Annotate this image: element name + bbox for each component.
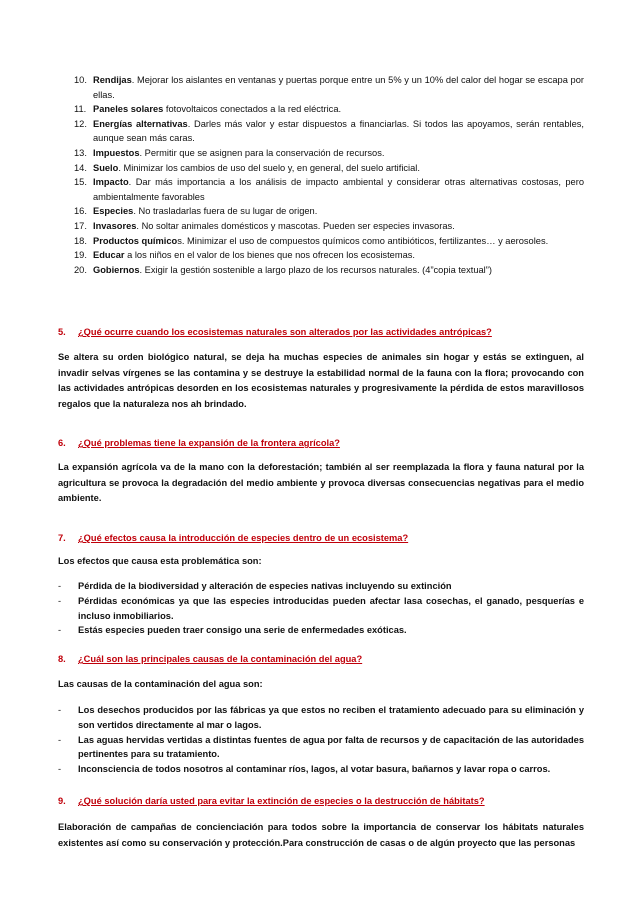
answer-8-intro: Las causas de la contaminación del agua son: [58, 679, 263, 689]
answer-5-paragraph: Se altera su orden biológico natural, se deja ha muchas especies de animales sin hogar y estás se extinguen, al invadir selvas vírgenes se las contamina y se destruye la estabilidad normal de la fauna con la flora; provocando con las actividades antrópicas desorden en los ecosistemas naturales y progresivamente la pérdida de estos maravillosos regalos que la naturaleza nos ah brindado. [58, 352, 584, 409]
list-item: - Inconsciencia de todos nosotros al contaminar ríos, lagos, al votar basura, bañarnos y lavar ropa o carros. [58, 764, 551, 775]
list-item: - Pérdidas económicas ya que las especies introducidas pueden afectar lasa cosechas, el ganado, pesquerías e incluso inmobiliarios. [58, 595, 584, 621]
list-item: 15. Impacto. Dar más importancia a los análisis de impacto ambiental y considerar otras alternativas costosas, pero ambientalmente favorables [74, 177, 584, 202]
list-item: 12. Energías alternativas. Darles más valor y estar dispuestos a financiarlas. Si todos las apoyamos, serán rentables, aunque sean más caras. [74, 118, 584, 144]
effects-list [58, 579, 584, 638]
list-item: 11. Paneles solares fotovoltaicos conectados a la red eléctrica. [74, 104, 342, 115]
list-item: - Las aguas hervidas vertidas a distintas fuentes de agua por falta de recursos y de capacitación de las autoridades pertinentes para su tratamiento. [58, 734, 584, 760]
causes-list [58, 703, 584, 777]
list-item: 16. Especies. No trasladarlas fuera de su lugar de origen. [74, 206, 318, 217]
question-9-heading: 9. ¿Qué solución daría usted para evitar la extinción de especies o la destrucción de hábitats? [58, 796, 485, 806]
list-item: 19. Educar a los niños en el valor de los bienes que nos ofrecen los ecosistemas. [74, 250, 415, 261]
question-6-heading: 6. ¿Qué problemas tiene la expansión de la frontera agrícola? [58, 438, 340, 448]
list-item: - Pérdida de la biodiversidad y alteración de especies nativas incluyendo su extinción [58, 581, 452, 591]
list-item: - Estás especies pueden traer consigo una serie de enfermedades exóticas. [58, 625, 407, 636]
answer-9-paragraph: Elaboración de campañas de concienciación para todos sobre la importancia de conservar los hábitats naturales existentes así como su conservación y protección.Para construcción de casas o de algún proyecto que las personas [58, 822, 584, 848]
recommendations-list [58, 73, 584, 277]
list-item: 17. Invasores. No soltar animales domésticos y mascotas. Pueden ser especies invasoras. [74, 220, 455, 231]
list-item: 10. Rendijas. Mejorar los aislantes en ventanas y puertas porque entre un 5% y un 10% del calor del hogar se escapa por ellas. [74, 75, 584, 100]
list-item: - Los desechos producidos por las fábricas ya que estos no reciben el tratamiento adecuado para su eliminación y son vertidos directamente al mar o lagos. [58, 705, 584, 730]
answer-7-intro: Los efectos que causa esta problemática son: [58, 556, 262, 566]
question-8-heading: 8. ¿Cuál son las principales causas de la contaminación del agua? [58, 654, 363, 664]
list-item: 18. Productos químicos. Minimizar el uso de compuestos químicos como antibióticos, fertilizantes… y aerosoles. [74, 235, 549, 246]
question-7-heading: 7. ¿Qué efectos causa la introducción de especies dentro de un ecosistema? [58, 533, 409, 543]
list-item: 20. Gobiernos. Exigir la gestión sostenible a largo plazo de los recursos naturales. (4”copia textual”) [74, 264, 492, 275]
list-item: 14. Suelo. Minimizar los cambios de uso del suelo y, en general, del suelo artificial. [74, 162, 420, 173]
list-item: 13. Impuestos. Permitir que se asignen para la conservación de recursos. [74, 147, 385, 158]
answer-6-paragraph: La expansión agrícola va de la mano con la deforestación; también al ser reemplazada la flora y fauna natural por la agricultura se provoca la degradación del medio ambiente y provoca diversas consecuencias negativas para el medio ambiente. [58, 462, 584, 504]
question-5-heading: 5. ¿Qué ocurre cuando los ecosistemas naturales son alterados por las actividades antrópicas? [58, 327, 492, 337]
